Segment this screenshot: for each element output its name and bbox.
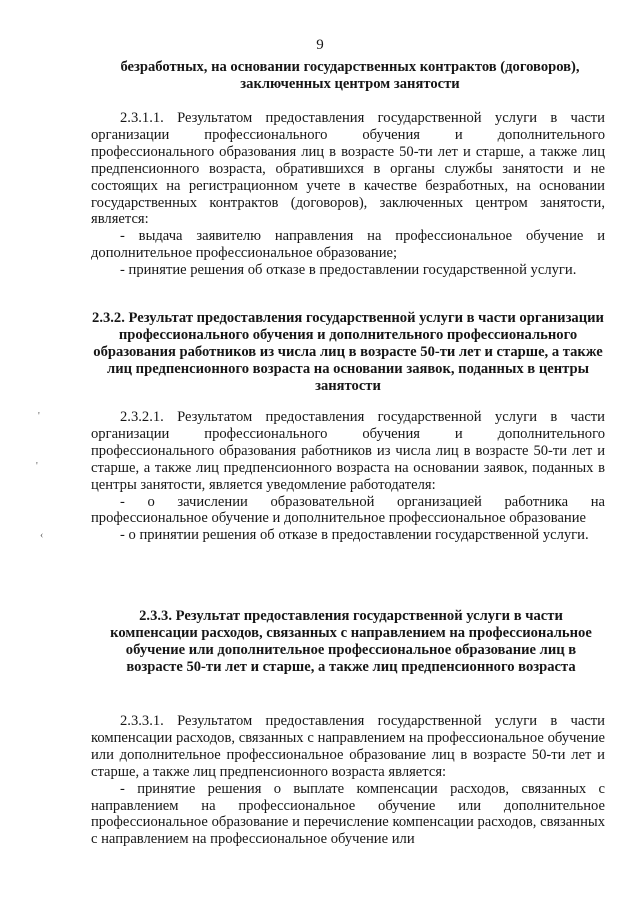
list-item: - принятие решения о выплате компенсации расходов, связанных с направлением на профессиональное обучение или дополнительное профессиональное образование и перечисление компенсации расходов, связанных с направлением на профессиональное обучение или: [91, 780, 605, 848]
list-item: - о зачислении образовательной организацией работника на профессиональное обучение и дополнительное профессиональное образование: [91, 493, 605, 527]
margin-mark: ': [36, 461, 38, 472]
margin-mark: ‹: [40, 530, 44, 541]
paragraph-2-3-1-1: 2.3.1.1. Результатом предоставления государственной услуги в части организации профессионального обучения и дополнительного профессионального образования лиц в возрасте 50-ти лет и старше, а также лиц предпенсионного возраста, обратившихся в органы службы занятости и не состоящих на регистрационном учете в качестве безработных, на основании государственных контрактов (договоров), заключенных центром занятости, является:: [91, 110, 605, 228]
list-item: - принятие решения об отказе в предоставлении государственной услуги.: [120, 262, 577, 279]
section-2-3-2-1: [91, 409, 605, 544]
section-heading-continued: безработных, на основании государственных контрактов (договоров), заключенных центром занятости: [120, 59, 580, 92]
list-item: - о принятии решения об отказе в предоставлении государственной услуги.: [120, 527, 589, 544]
paragraph-2-3-2-1: 2.3.2.1. Результатом предоставления государственной услуги в части организации профессионального обучения и дополнительного профессионального образования работников из числа лиц в возрасте 50-ти лет и старше, а также лиц предпенсионного возраста на основании заявок, поданных в центры занятости, является уведомление работодателя:: [91, 409, 605, 493]
section-heading-2-3-2: 2.3.2. Результат предоставления государственной услуги в части организации профессионального обучения и дополнительного профессионального образования работников из числа лиц в возрасте 50-ти лет и старше, а также лиц предпенсионного возраста на основании заявок, поданных в центры занятости: [92, 310, 604, 394]
list-item: - выдача заявителю направления на профессиональное обучение и дополнительное профессиональное образование;: [91, 228, 605, 262]
section-2-3-3-1: [91, 713, 605, 848]
margin-mark: ': [38, 411, 40, 422]
section-heading-2-3-3: 2.3.3. Результат предоставления государственной услуги в части компенсации расходов, связанных с направлением на профессиональное обучение или дополнительное профессиональное образование лиц в возрасте 50-ти лет и старше, а также лиц предпенсионного возраста: [110, 608, 592, 675]
page-number: 9: [316, 37, 324, 53]
section-2-3-1-1: [91, 110, 605, 279]
paragraph-2-3-3-1: 2.3.3.1. Результатом предоставления государственной услуги в части компенсации расходов, связанных с направлением на профессиональное обучение или дополнительное профессиональное образование лиц в возрасте 50-ти лет и старше, а также лиц предпенсионного возраста является:: [91, 713, 605, 780]
